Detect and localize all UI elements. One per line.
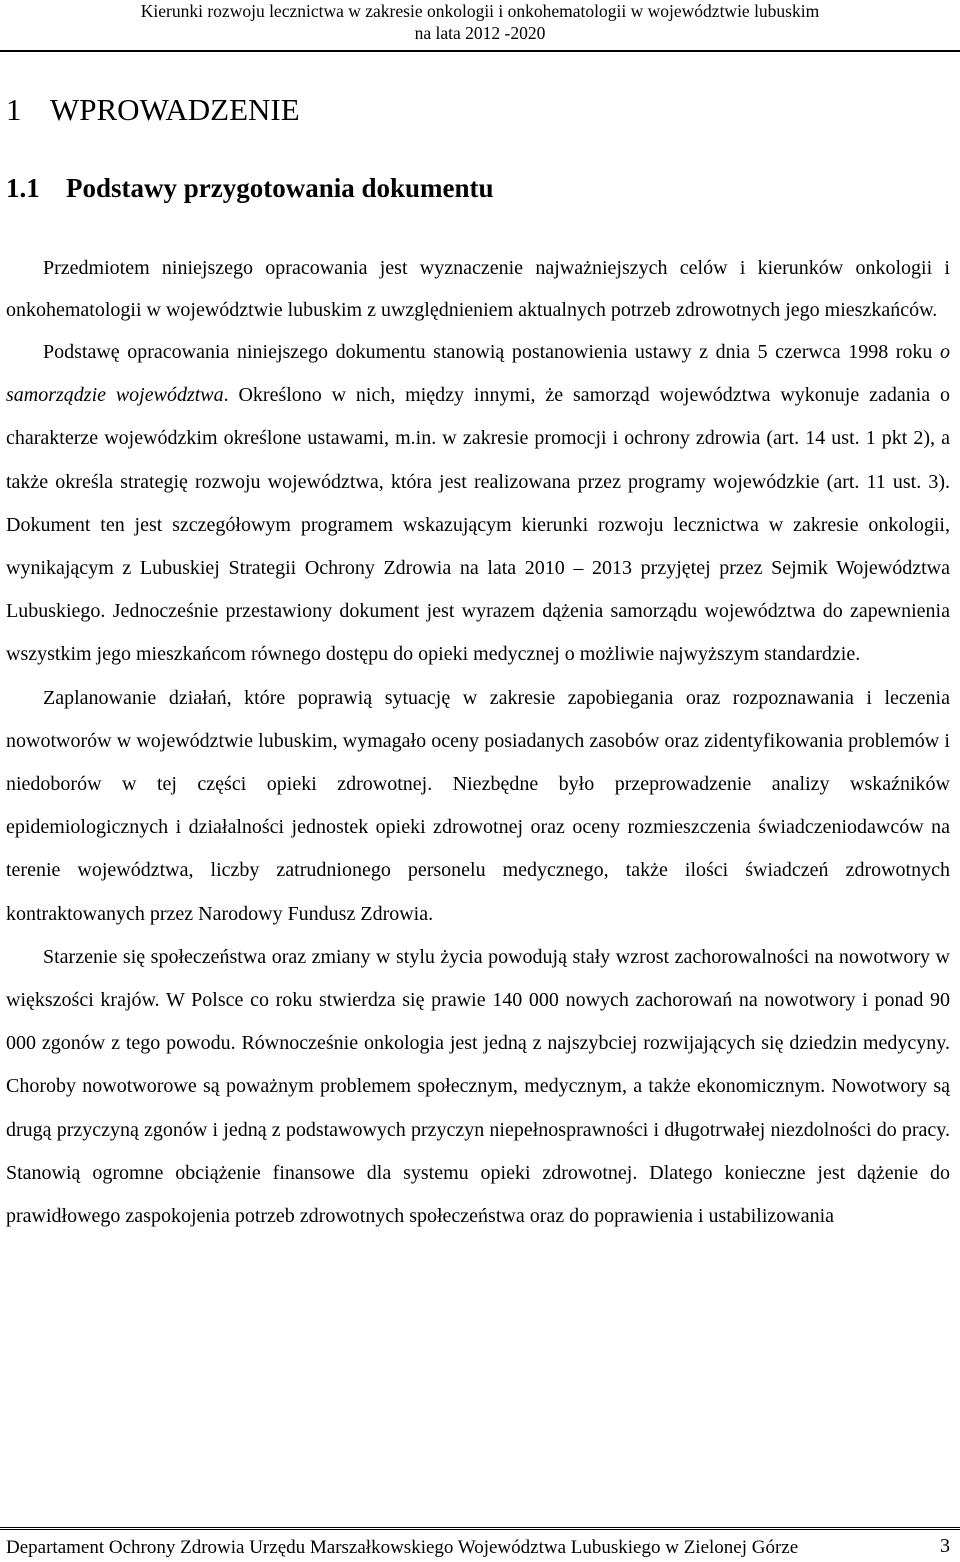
act-title-italic: o samorządzie województwa — [6, 341, 950, 407]
running-header — [0, 0, 960, 44]
page-number: 3 — [940, 1535, 950, 1557]
paragraph-2-text-a: Podstawę opracowania niniejszego dokumentu stanowią postanowienia ustawy z dnia 5 czerwca 1998 roku — [43, 341, 940, 363]
running-footer — [6, 1536, 950, 1560]
paragraph-2-text-b: . Określono w nich, między innymi, że samorząd województwa wykonuje zadania o charakterze wojewódzkim określone ustawami, m.in. w zakresie promocji i ochrony zdrowia (art. 14 ust. 1 pkt 2), a także określa strategię rozwoju województwa, która jest realizowana przez programy wojewódzkie (art. 11 ust. 3). Dokument ten jest szczegółowym programem wskazującym kierunki rozwoju lecznictwa w zakresie onkologii, wynikającym z Lubuskiej Strategii Ochrony Zdrowia na lata 2010 – 2013 przyjętej przez Sejmik Województwa Lubuskiego. Jednocześnie przestawiony dokument jest wyrazem dążenia samorządu województwa do zapewnienia wszystkim jego mieszkańcom równego dostępu do opieki medycznej o możliwie najwyższym standardzie. — [6, 384, 950, 666]
section-title: Podstawy przygotowania dokumentu — [66, 173, 494, 203]
paragraph-3: Zaplanowanie działań, które poprawią sytuację w zakresie zapobiegania oraz rozpoznawania i leczenia nowotworów w województwie lubuskim, wymagało oceny posiadanych zasobów oraz zidentyfikowania problemów i niedoborów w tej części opieki zdrowotnej. Niezbędne było przeprowadzenie analizy wskaźników epidemiologicznych i działalności jednostek opieki zdrowotnej oraz oceny rozmieszczenia świadczeniodawców na terenie województwa, liczby zatrudnionego personelu medycznego, także ilości świadczeń zdrowotnych kontraktowanych przez Narodowy Fundusz Zdrowia. — [6, 686, 950, 925]
footer-department: Departament Ochrony Zdrowia Urzędu Marszałkowskiego Województwa Lubuskiego w Zielonej Górze — [6, 1537, 799, 1558]
footer-divider — [0, 1527, 960, 1530]
chapter-number: 1 — [6, 92, 22, 127]
chapter-title: WPROWADZENIE — [50, 92, 300, 127]
paragraph-1: Przedmiotem niniejszego opracowania jest wyznaczenie najważniejszych celów i kierunków onkologii i onkohematologii w województwie lubuskim z uwzględnieniem aktualnych potrzeb zdrowotnych jego mieszkańców. — [6, 257, 950, 321]
document-body — [6, 248, 950, 1238]
paragraph-4: Starzenie się społeczeństwa oraz zmiany w stylu życia powodują stały wzrost zachorowalności na nowotwory w większości krajów. W Polsce co roku stwierdza się prawie 140 000 nowych zachorowań na nowotwory i ponad 90 000 zgonów z tego powodu. Równocześnie onkologia jest jedną z najszybciej rozwijających się dziedzin medycyny. Choroby nowotworowe są poważnym problemem społecznym, medycznym, a także ekonomicznym. Nowotwory są drugą przyczyną zgonów i jedną z podstawowych przyczyn niepełnosprawności i długotrwałej niezdolności do pracy. Stanowią ogromne obciążenie finansowe dla systemu opieki zdrowotnej. Dlatego konieczne jest dążenie do prawidłowego zaspokojenia potrzeb zdrowotnych społeczeństwa oraz do poprawienia i ustabilizowania — [6, 945, 950, 1228]
header-divider — [0, 50, 960, 52]
header-title: Kierunki rozwoju lecznictwa w zakresie onkologii i onkohematologii w województwie lubuskim — [140, 1, 820, 21]
section-heading — [6, 170, 494, 206]
section-number: 1.1 — [6, 173, 40, 203]
chapter-heading — [6, 90, 300, 130]
paragraph-2 — [6, 331, 950, 677]
header-subtitle: na lata 2012 -2020 — [414, 23, 546, 43]
